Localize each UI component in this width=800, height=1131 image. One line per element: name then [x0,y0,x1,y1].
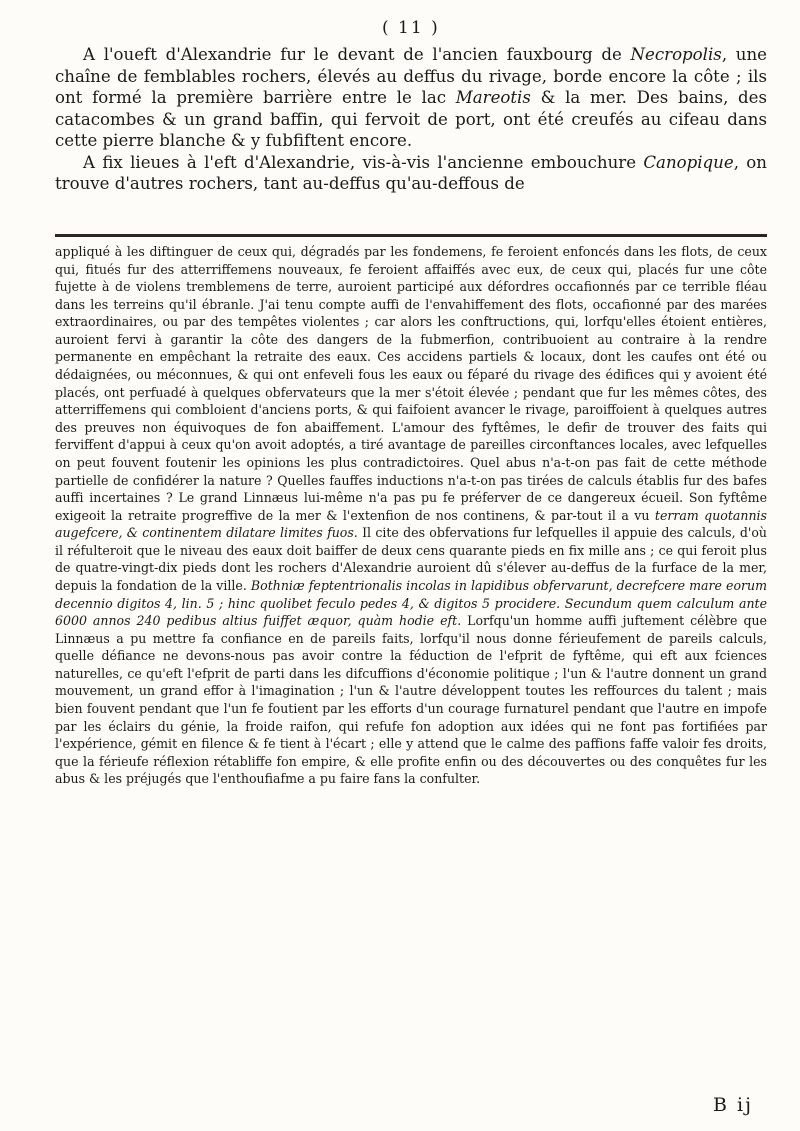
p2-text-b: , on trouve d'autres rochers, tant au-deffus qu'au-deffous de [55,152,767,193]
p1-text-b: , une chaîne de femblables rochers, élevés au deffus du rivage, borde encore la côte ; ils ont formé la première barrière entre le lac [55,45,767,107]
p1-italic-mareotis: Mareotis [455,88,531,107]
footnote-text-1: appliqué à les diftinguer de ceux qui, dégradés par les fondemens, fe feroient enfoncés dans les flots, de ceux qui, fitués fur des atterriffemens nouveaux, fe feroient affaiffés avec eux, de ceux qui, placés fur une côte fujette à de violens tremblemens de terre, auroient participé aux défordres occafionnés par ce terrible fléau dans les terreins qu'il ébranle. J'ai tenu compte auffi de l'envahiffement des flots, occafionné par des marées extraordinaires, ou par des tempêtes violentes ; car alors les conftructions, qui, lorfqu'elles étoient entières, auroient fervi à garantir la côte des dangers de la fubmerfion, contribuoient au contraire à la rendre permanente en empêchant la retraite des eaux. Ces accidens partiels & locaux, dont les caufes ont été ou dédaignées, ou méconnues, & qui ont enfeveli fous les eaux ou féparé du rivage des édifices qui y avoient été placés, ont perfuadé à quelques obfervateurs que la mer s'étoit élevée ; pendant que fur les mêmes côtes, des atterriffemens qui combloient d'anciens ports, & qui faifoient avancer le rivage, paroiffoient à quelques autres des preuves non équivoques de fon abaiffement. L'amour des fyftêmes, le defir de trouver des faits qui ferviffent d'appui à ceux qu'on avoit adoptés, a tiré avantage de pareilles circonftances locales, avec lefquelles on peut fouvent foutenir les opinions les plus contradictoires. Quel abus n'a-t-on pas fait de cette méthode partielle de confidérer la nature ? Quelles fauffes inductions n'a-t-on pas tirées de calculs établis fur des bafes auffi incertaines ? Le grand Linnæus lui-même n'a pas pu fe préferver de ce dangereux écueil. Son fyftême exigeoit la retraite progreffive de la mer & l'extenfion de nos continens, & par-tout il a vu [55,244,767,523]
p2-italic-canopique: Canopique [643,152,734,172]
paragraph-canopique [55,152,767,195]
footnote-divider [55,234,767,237]
footnote-text-2: Il cite des obfervations fur lefquelles il appuie des calculs, d'où il réfulteroit que le niveau des eaux doit baiffer de deux cens quarante pieds en fix mille ans ; ce qui feroit plus de quatre-vingt-dix pieds dont les rochers d'Alexandrie auroient dû s'élever au-deffus de la furface de la mer, depuis la fondation de la ville. [55,525,767,593]
p1-text-c: & la mer. Des bains, des catacombes & un grand baffin, qui fervoit de port, ont été creufés au cifeau dans cette pierre blanche & y fubfiftent encore. [55,88,768,150]
signature-mark: B ij [713,1094,753,1116]
footnote [55,243,767,788]
footnote-paragraph [55,243,767,788]
page-number: ( 11 ) [382,18,440,38]
p1-text-a: A l'oueft d'Alexandrie fur le devant de l'ancien fauxbourg de [83,45,622,64]
footnote-latin-quote-1: terram quotannis augefcere, & continentem dilatare limites fuos. [55,507,767,541]
footnote-text-3: Lorfqu'un homme auffi juftement célèbre que Linnæus a pu mettre fa confiance en de pareils faits, lorfqu'il nous donne férieufement de pareils calculs, quelle défiance ne devons-nous pas avoir contre la féduction de l'efprit de fyftême, qui eft aux fciences naturelles, ce qu'eft l'efprit de parti dans les difcuffions d'économie politique ; l'un & l'autre donnent un grand mouvement, un grand effor à l'imagination ; l'un & l'autre développent toutes les reffources du talent ; mais bien fouvent pendant que l'un fe foutient par les efforts d'un courage furnaturel pendant que l'autre en impofe par les éclairs du génie, la froide raifon, qui refufe fon adoption aux idées qui ne font pas fortifiées par l'expérience, gémit en filence & fe tient à l'écart ; elle y attend que le calme des paffions faffe valoir fes droits, que la férieufe réflexion rétabliffe fon empire, & elle profite enfin ou des découvertes ou des conquêtes fur les abus & les préjugés que l'enthoufiafme a pu faire fans la confulter. [55,613,767,787]
main-text [55,44,767,195]
p1-italic-necropolis: Necropolis [630,45,722,64]
p2-text-a: A fix lieues à l'eft d'Alexandrie, vis-à-vis l'ancienne embouchure [83,152,637,172]
paragraph-necropolis [55,44,767,152]
footnote-latin-quote-2: Bothniæ feptentrionalis incolas in lapidibus obfervarunt, decrefcere mare eorum decennio digitos 4, lin. 5 ; hinc quolibet feculo pedes 4, & digitos 5 procidere. Secundum quem calculum ante 6000 annos 240 pedibus altius fuiffet æquor, quàm hodie eft. [55,577,767,629]
